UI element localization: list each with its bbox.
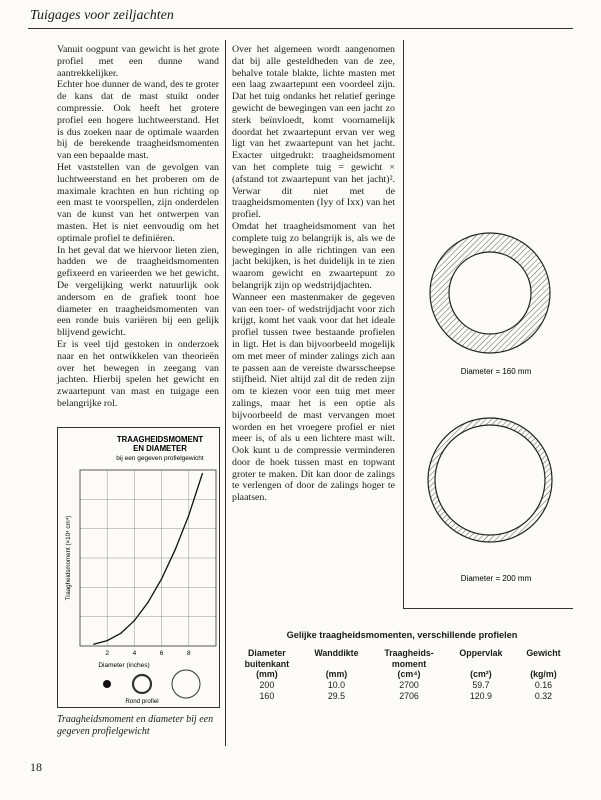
paragraph: Vanuit oogpunt van gewicht is het grote profiel met een dunne wand aantrekkelijker. — [57, 44, 219, 79]
header-line — [453, 659, 509, 670]
header-line: (mm) — [325, 669, 348, 679]
paragraph: Wanneer een mastenmaker de gegeven van een toer- of wedstrijdjacht voor zich krijgt, komt het vaak voor dat het ideale profiel tussen twee bestaande profielen in ligt. Het is dan bijvoorbeeld mogelijk om met meer of minder zalings zich aan te passen aan de vereiste dwarsscheepse stijfheid. Niet altijd zal dit de reden zijn om te kiezen voor een tuig met meer zalings, maar het is een optie als bijvoorbeeld de mast vervangen moet worden en het vroegere profiel er niet meer is, of als u een lichtere mast wilt. Ook kunt u de compressie verminderen door de hoek tussen mast en topwant groter te maken. Dit kan door de zalings te verlengen of door de zalings hoger te plaatsen. — [232, 291, 395, 504]
series-point — [161, 578, 162, 579]
table-header-row — [232, 648, 572, 680]
x-axis-label: Diameter (inches) — [98, 662, 150, 669]
x-tick-label: 4 — [132, 650, 137, 657]
small-solid-profile-icon — [103, 680, 111, 688]
tube-figure-200 — [410, 410, 570, 590]
column-header — [302, 648, 371, 680]
column-header — [515, 648, 572, 680]
header-line: (kg/m) — [530, 669, 557, 679]
header-line: Gewicht — [526, 648, 561, 658]
series-point — [188, 515, 189, 516]
graph-svg — [58, 428, 219, 707]
header-line: Traagheids- — [384, 648, 434, 658]
y-axis-label: Traagheidsmoment (×10⁴ cm⁴) — [65, 515, 72, 601]
series-line — [94, 474, 203, 645]
table-cell: 2706 — [399, 690, 419, 701]
header-line: (cm⁴) — [397, 669, 421, 679]
table-cell: 29.5 — [327, 690, 345, 701]
series-point — [147, 602, 148, 603]
graph-title-line1: TRAAGHEIDSMOMENT — [116, 435, 204, 444]
x-tick-label: 2 — [105, 650, 110, 657]
series-point — [120, 633, 121, 634]
diameter-200-label: Diameter = 200 mm — [460, 574, 532, 583]
tube-160-svg — [410, 228, 570, 378]
right-column — [232, 44, 395, 504]
series-points — [93, 473, 203, 645]
column-header — [371, 648, 447, 680]
series-point — [107, 640, 108, 641]
paragraph: Het vaststellen van de gevolgen van luchtweerstand en het proberen om de maximale krachten en hun richting op een mast te voorspellen, zijn onderdelen van de kunst van het ontwerpen van masten. Het is niet eenvoudig om het optimale profiel te definiëren. — [57, 161, 219, 244]
left-column — [57, 44, 219, 410]
paragraph: Er is veel tijd gestoken in onderzoek naar en het ontwikkelen van theorieën over het bewegen in zeegang van jachten. Hierbij spelen het gewicht en zwaartepunt van mast en tuigage een belangrijke rol. — [57, 338, 219, 409]
legend-label: Rond profiel — [125, 698, 159, 705]
column-divider-right — [403, 40, 404, 608]
column-divider-left — [225, 40, 226, 746]
table-cell: 59.7 — [472, 679, 490, 690]
header-line: Oppervlak — [459, 648, 503, 658]
table-cell: 0.32 — [534, 690, 552, 701]
header-line — [521, 659, 566, 670]
header-line — [308, 659, 365, 670]
graph-caption: Traagheidsmoment en diameter bij een gegeven profielgewicht — [57, 714, 214, 737]
header-line: Diameter — [248, 648, 286, 658]
table-cell: 2700 — [399, 679, 419, 690]
paragraph: Over het algemeen wordt aangenomen dat bij alle gesteldheden van de zee, behalve totale blakte, lichte masten met een laag zwaartepunt een voordeel zijn. Dat het tuig ondanks het relatief geringe gewicht de bewegingen van een jacht zo sterk beïnvloedt, komt voornamelijk doordat het zwaartepunt ervan ver weg ligt van het zwaartepunt van het jacht. Exacter uitgedrukt: traagheidsmoment van het complete tuig = gewicht × (afstand tot zwaartepunt van het jacht)². Verwar dit niet met de traagheidsmomenten (Iyy of Ixx) van het profiel. — [232, 44, 395, 221]
data-table — [232, 648, 572, 702]
tube-200-svg — [410, 410, 570, 590]
page-number: 18 — [30, 760, 42, 774]
table-title: Gelijke traagheidsmomenten, verschillende profielen — [286, 630, 518, 640]
table-row — [232, 680, 572, 691]
x-tick-labels — [105, 650, 191, 657]
table-top-rule — [403, 608, 573, 609]
table-cell: 0.16 — [534, 679, 552, 690]
tube-figure-160 — [410, 228, 570, 378]
x-tick-label: 6 — [159, 650, 164, 657]
series-point — [93, 644, 94, 645]
graph-figure — [57, 427, 220, 708]
table-cell: 120.9 — [469, 690, 492, 701]
header-line: buitenkant — [244, 658, 290, 669]
large-thin-ring-profile-icon — [172, 670, 200, 698]
header-rule — [28, 28, 573, 29]
hatched-wall — [410, 410, 570, 550]
header-line: (mm) — [256, 669, 278, 679]
running-header: Tuigages voor zeiljachten — [30, 8, 174, 23]
table-cell: 200 — [259, 679, 275, 690]
diameter-160-label: Diameter = 160 mm — [460, 367, 532, 376]
column-header — [447, 648, 515, 680]
hatched-wall — [410, 228, 570, 358]
header-line: moment — [391, 658, 427, 669]
paragraph: In het geval dat we hiervoor lieten zien, hadden we de traagheidsmomenten gefixeerd en varieerden we het gewicht. De vergelijking werkt natuurlijk ook andersom en de grafiek toont hoe diameter en traagheidsmomenten van een ronde buis variëren bij een gelijk blijvend gewicht. — [57, 244, 219, 339]
table-row — [232, 691, 572, 702]
paragraph: Omdat het traagheidsmoment van het complete tuig zo belangrijk is, als we de bewegingen in alle richtingen van een jacht bekijken, is het duidelijk in te zien waarom gewicht en zwaartepunt zo belangrijk zijn op wedstrijdjachten. — [232, 220, 395, 291]
x-tick-label: 8 — [186, 650, 191, 657]
series-point — [202, 473, 203, 474]
graph-title-line2: EN DIAMETER — [133, 444, 187, 453]
paragraph: Echter hoe dunner de wand, des te groter de kans dat de mast stuikt onder compressie. Ook heeft het grotere profiel een hogere luchtweerstand. Het is dus zoeken naar de optimale waarden bij de berekende traagheidsmomenten van een bepaalde mast. — [57, 79, 219, 162]
header-line: Wanddikte — [314, 648, 359, 658]
medium-ring-profile-icon — [133, 675, 151, 693]
graph-subtitle: bij een gegeven profielgewicht — [116, 455, 204, 462]
column-header — [232, 648, 302, 680]
table-cell: 160 — [259, 690, 275, 701]
table-cell: 10.0 — [327, 679, 345, 690]
series-point — [175, 549, 176, 550]
series-point — [134, 620, 135, 621]
header-line: (cm²) — [470, 669, 492, 679]
